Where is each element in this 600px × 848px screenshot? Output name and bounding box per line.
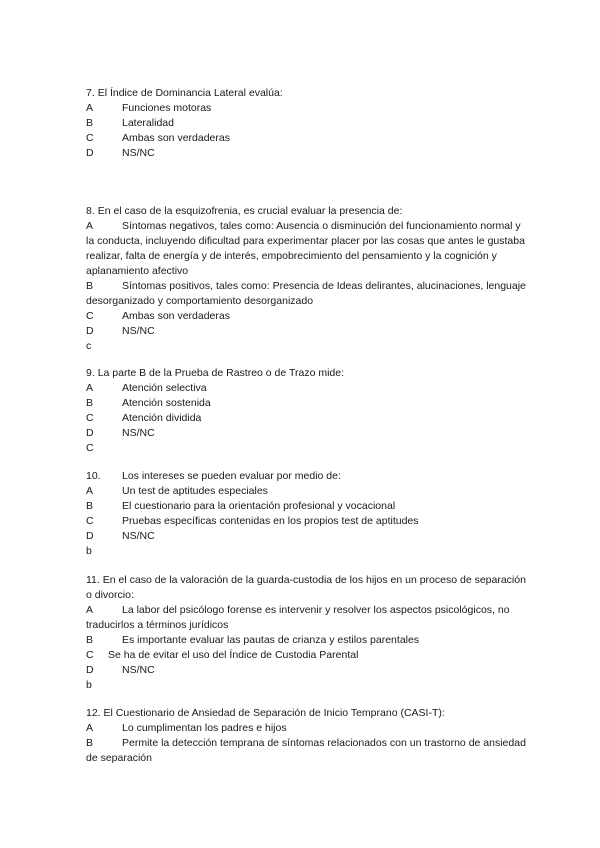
option-text: NS/NC bbox=[122, 530, 155, 542]
option-text: Ambas son verdaderas bbox=[122, 310, 230, 322]
option-b bbox=[86, 279, 526, 309]
option-letter: D bbox=[86, 664, 94, 676]
option-letter: A bbox=[86, 485, 94, 497]
question-10 bbox=[86, 469, 526, 559]
option-text: Es importante evaluar las pautas de crianza y estilos parentales bbox=[122, 634, 420, 646]
option-letter: C bbox=[86, 515, 94, 527]
option-letter: B bbox=[86, 280, 94, 292]
option-letter: A bbox=[86, 722, 94, 734]
option-letter: D bbox=[86, 147, 94, 159]
question-8 bbox=[86, 204, 526, 354]
option-letter: C bbox=[86, 649, 94, 661]
option-letter: D bbox=[86, 325, 94, 337]
question-text: La parte B de la Prueba de Rastreo o de Trazo mide: bbox=[97, 367, 345, 379]
option-c bbox=[86, 411, 526, 426]
option-d bbox=[86, 146, 526, 161]
option-text: Síntomas negativos, tales como: Ausencia o disminución del funcionamiento normal y la conducta, incluyendo dificultad para experimentar placer por las cosas que antes le gustaba realizar, falta de energía y de interés, empobrecimiento del pensamiento y la cognición y aplanamiento afectivo bbox=[86, 220, 525, 277]
question-12 bbox=[86, 706, 526, 766]
answer-mark: c bbox=[86, 340, 92, 352]
option-a bbox=[86, 381, 526, 396]
question-9 bbox=[86, 366, 526, 456]
option-letter: B bbox=[86, 737, 94, 749]
option-text: Se ha de evitar el uso del Índice de Custodia Parental bbox=[108, 649, 359, 661]
option-a bbox=[86, 721, 526, 736]
question-stem bbox=[86, 204, 526, 219]
option-text: Atención sostenida bbox=[122, 397, 211, 409]
option-c bbox=[86, 309, 526, 324]
option-b bbox=[86, 499, 526, 514]
answer-mark: b bbox=[86, 679, 92, 691]
option-b bbox=[86, 116, 526, 131]
option-letter: A bbox=[86, 220, 94, 232]
option-text: Ambas son verdaderas bbox=[122, 132, 230, 144]
question-number: 7. bbox=[86, 87, 95, 99]
option-text: Pruebas específicas contenidas en los propios test de aptitudes bbox=[122, 515, 419, 527]
option-a bbox=[86, 603, 526, 633]
option-d bbox=[86, 529, 526, 544]
answer-mark: b bbox=[86, 545, 92, 557]
option-letter: C bbox=[86, 412, 94, 424]
option-c bbox=[86, 514, 526, 529]
question-stem bbox=[86, 366, 526, 381]
answer-mark: C bbox=[86, 442, 94, 454]
option-text: El cuestionario para la orientación profesional y vocacional bbox=[122, 500, 396, 512]
option-text: Lo cumplimentan los padres e hijos bbox=[122, 722, 287, 734]
question-text: El Cuestionario de Ansiedad de Separación de Inicio Temprano (CASI-T): bbox=[103, 707, 445, 719]
question-number: 8. bbox=[86, 205, 95, 217]
option-b bbox=[86, 736, 526, 766]
option-letter: C bbox=[86, 310, 94, 322]
option-text: NS/NC bbox=[122, 664, 155, 676]
question-text: El Índice de Dominancia Lateral evalúa: bbox=[97, 87, 283, 99]
question-stem bbox=[86, 86, 526, 101]
option-a bbox=[86, 219, 526, 279]
option-letter: A bbox=[86, 604, 94, 616]
option-letter: B bbox=[86, 634, 94, 646]
option-letter: C bbox=[86, 132, 94, 144]
option-c bbox=[86, 131, 526, 146]
option-b bbox=[86, 396, 526, 411]
option-letter: D bbox=[86, 427, 94, 439]
option-text: NS/NC bbox=[122, 427, 155, 439]
option-letter: A bbox=[86, 382, 94, 394]
option-d bbox=[86, 663, 526, 678]
option-text: NS/NC bbox=[122, 325, 155, 337]
question-text: En el caso de la esquizofrenia, es crucial evaluar la presencia de: bbox=[97, 205, 403, 217]
option-text: Un test de aptitudes especiales bbox=[122, 485, 268, 497]
option-text: Permite la detección temprana de síntomas relacionados con un trastorno de ansiedad de separación bbox=[86, 737, 526, 764]
question-text: En el caso de la valoración de la guarda-custodia de los hijos en un proceso de separación o divorcio: bbox=[86, 574, 526, 601]
option-letter: B bbox=[86, 397, 94, 409]
question-number: 9. bbox=[86, 367, 95, 379]
option-text: Lateralidad bbox=[122, 117, 174, 129]
option-a bbox=[86, 101, 526, 116]
question-stem bbox=[86, 469, 526, 484]
question-text: Los intereses se pueden evaluar por medio de: bbox=[122, 470, 341, 482]
option-letter: B bbox=[86, 117, 94, 129]
option-text: NS/NC bbox=[122, 147, 155, 159]
option-text: Atención dividida bbox=[122, 412, 202, 424]
option-b bbox=[86, 633, 526, 648]
option-a bbox=[86, 484, 526, 499]
question-7 bbox=[86, 86, 526, 161]
question-stem bbox=[86, 573, 526, 603]
option-text: Funciones motoras bbox=[122, 102, 212, 114]
option-letter: D bbox=[86, 530, 94, 542]
question-number: 12. bbox=[86, 707, 101, 719]
question-number: 11. bbox=[86, 574, 100, 586]
option-text: La labor del psicólogo forense es intervenir y resolver los aspectos psicológicos, no traducirlos a términos jurídicos bbox=[86, 604, 510, 631]
option-d bbox=[86, 324, 526, 339]
option-letter: B bbox=[86, 500, 94, 512]
option-letter: A bbox=[86, 102, 94, 114]
option-text: Síntomas positivos, tales como: Presencia de Ideas delirantes, alucinaciones, lenguaje desorganizado y comportamiento desorganizado bbox=[86, 280, 526, 307]
option-c bbox=[86, 648, 526, 663]
option-text: Atención selectiva bbox=[122, 382, 207, 394]
question-11 bbox=[86, 573, 526, 693]
option-d bbox=[86, 426, 526, 441]
question-stem bbox=[86, 706, 526, 721]
question-number: 10. bbox=[86, 470, 101, 482]
